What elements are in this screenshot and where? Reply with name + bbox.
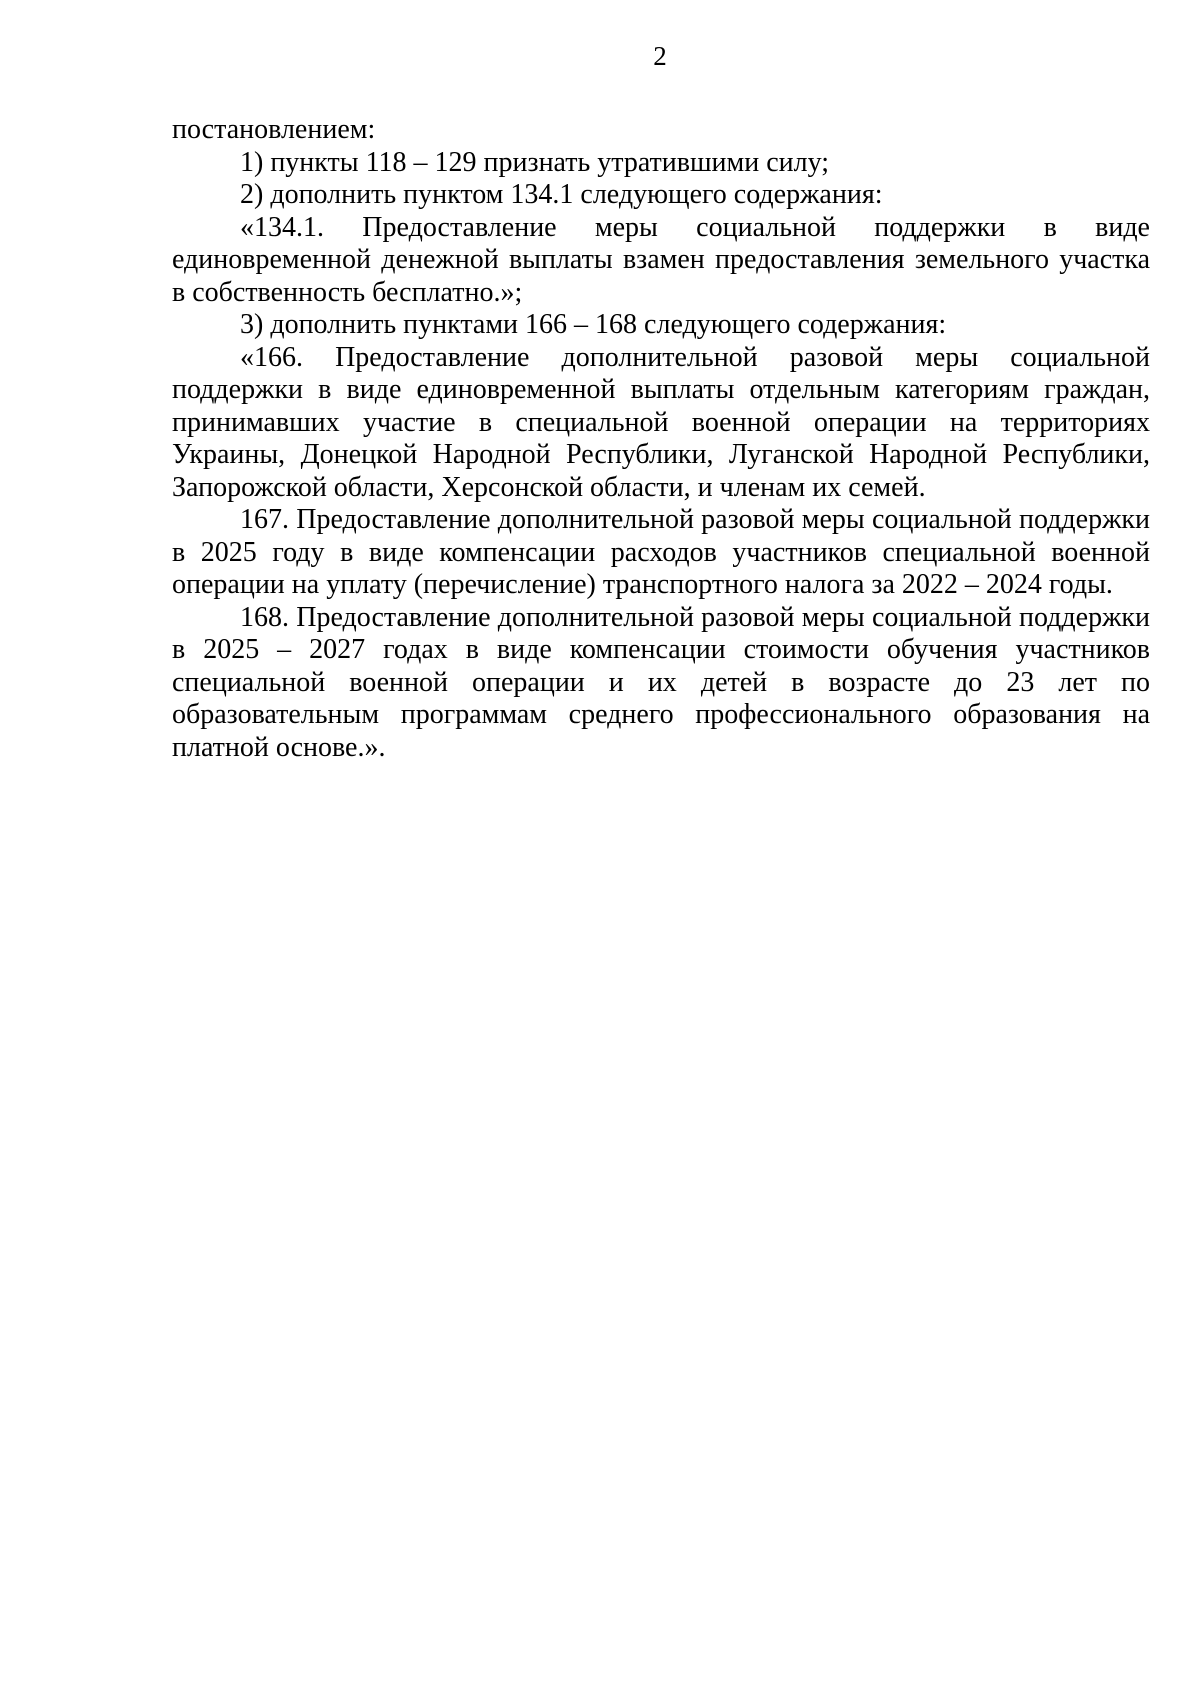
paragraph-item-2: 2) дополнить пунктом 134.1 следующего содержания:: [240, 179, 883, 210]
paragraph-item-1: 1) пункты 118 – 129 признать утратившими силу;: [240, 146, 830, 178]
paragraph-intro: постановлением:: [172, 114, 376, 145]
page-number: 2: [653, 41, 667, 71]
paragraph-item-3: 3) дополнить пунктами 166 – 168 следующего содержания:: [240, 309, 947, 340]
document-body: [172, 114, 1150, 764]
paragraph-point-168: 168. Предоставление дополнительной разовой меры социальной поддержки в 2025 – 2027 годах в виде компенсации стоимости обучения участников специальной военной операции и их детей в возрасте до 23 лет по образовательным программам среднего профессионального образования на платной основе.».: [172, 601, 1150, 763]
paragraph-point-134-1: «134.1. Предоставление меры социальной поддержки в виде единовременной денежной выплаты взамен предоставления земельного участка в собственность бесплатно.»;: [172, 211, 1150, 308]
paragraph-point-167: 167. Предоставление дополнительной разовой меры социальной поддержки в 2025 году в виде компенсации расходов участников специальной военной операции на уплату (перечисление) транспортного налога за 2022 – 2024 годы.: [172, 504, 1150, 600]
paragraph-point-166: «166. Предоставление дополнительной разовой меры социальной поддержки в виде единовременной выплаты отдельным категориям граждан, принимавших участие в специальной военной операции на территориях Украины, Донецкой Народной Республики, Луганской Народной Республики, Запорожской области, Херсонской области, и членам их семей.: [172, 341, 1150, 503]
